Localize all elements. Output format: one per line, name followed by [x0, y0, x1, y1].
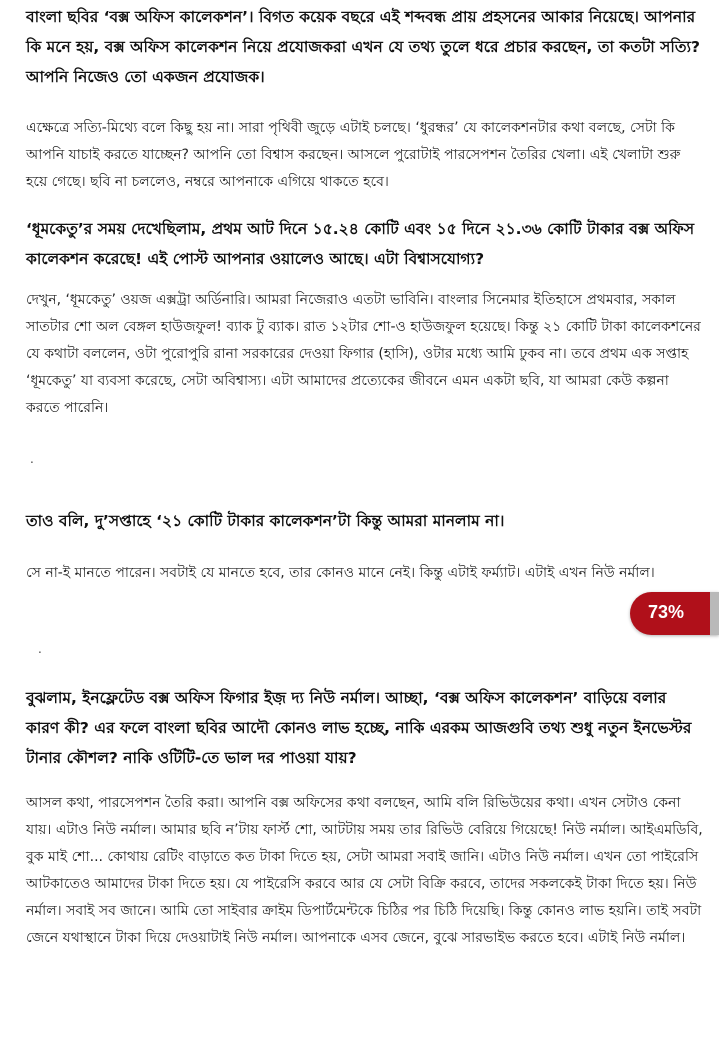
separator-dot: . — [38, 642, 42, 656]
interview-question-1: বাংলা ছবির ‘বক্স অফিস কালেকশন’। বিগত কয়েক বছরে এই শব্দবন্ধ প্রায় প্রহসনের আকার নিয়েছে। আপনার কি মনে হয়, বক্স অফিস কালেকশন নিয়ে প্রযোজকরা এখন যে তথ্য তুলে ধরে প্রচার করছেন, তা কতটা সত্যি? আপনি নিজেও তো একজন প্রযোজক। — [26, 8, 700, 86]
interview-question-3: তাও বলি, দু’সপ্তাহে ‘২১ কোটি টাকার কালেকশন’টা কিন্তু আমরা মানলাম না। — [26, 512, 505, 530]
scroll-tab[interactable] — [710, 592, 719, 635]
separator-dot: . — [30, 452, 34, 466]
interview-answer-3: সে না-ই মানতে পারেন। সবটাই যে মানতে হবে, তার কোনও মানে নেই। কিন্তু এটাই ফর্ম্যাট। এটাই এখন নিউ নর্মাল। — [26, 565, 655, 581]
interview-answer-2: দেখুন, ‘ধূমকেতু’ ওয়জ এক্সট্রা অর্ডিনারি। আমরা নিজেরাও এতটা ভাবিনি। বাংলার সিনেমার ইতিহাসে প্রথমবার, সকাল সাতটার শো অল বেঙ্গল হাউজফুল! ব্যাক টু ব্যাক। রাত ১২টার শো-ও হাউজফুল হয়েছে। কিন্তু ২১ কোটি টাকা কালেকশনের যে কথাটা বললেন, ওটা পুরোপুরি রানা সরকারের দেওয়া ফিগার (হাসি), ওটার মধ্যে আমি ঢুকব না। তবে প্রথম এক সপ্তাহ ‘ধূমকেতু’ যা ব্যবসা করেছে, সেটা অবিশ্বাস্য। এটা আমাদের প্রত্যেকের জীবনে এমন একটা ছবি, যা আমরা কেউ কল্পনা করতে পারেনি। — [26, 292, 701, 416]
reading-progress-label: 73% — [648, 602, 685, 622]
interview-question-4: বুঝলাম, ইনফ্লেটেড বক্স অফিস ফিগার ইজ় দ্য নিউ নর্মাল। আচ্ছা, ‘বক্স অফিস কালেকশন’ বাড়িয়ে বলার কারণ কী? এর ফলে বাংলা ছবির আদৌ কোনও লাভ হচ্ছে, নাকি এরকম আজগুবি তথ্য শুধু নতুন ইনভেস্টর টানার কৌশল? নাকি ওটিটি-তে ভাল দর পাওয়া যায়? — [26, 689, 692, 767]
interview-answer-1: এক্ষেত্রে সত্যি-মিথ্যে বলে কিছু হয় না। সারা পৃথিবী জুড়ে এটাই চলছে। ‘ধুরন্ধর’ যে কালেকশনটার কথা বলছে, সেটা কি আপনি যাচাই করতে যাচ্ছেন? আপনি তো বিশ্বাস করছেন। আসলে পুরোটাই পারসেপশন তৈরির খেলা। এই খেলাটা শুরু হয়ে গেছে। ছবি না চললেও, নম্বরে আপনাকে এগিয়ে থাকতে হবে। — [26, 120, 681, 190]
interview-answer-4: আসল কথা, পারসেপশন তৈরি করা। আপনি বক্স অফিসের কথা বলছেন, আমি বলি রিভিউয়ের কথা। এখন সেটাও কেনা যায়। এটাও নিউ নর্মাল। আমার ছবি ন’টায় ফার্স্ট শো, আটটায় সময় তার রিভিউ বেরিয়ে গিয়েছে! নিউ নর্মাল। আইএমডিবি, বুক মাই শো... কোথায় রেটিং বাড়াতে কত টাকা দিতে হয়, সেটা আমরা সবাই জানি। এটাও নিউ নর্মাল। এখন তো পাইরেসি আটকাতেও আমাদের টাকা দিতে হয়। যে পাইরেসি করবে আর যে সেটা বিক্রি করবে, তাদের সকলকেই টাকা দিতে হয়। নিউ নর্মাল। সবাই সব জানে। আমি তো সাইবার ক্রাইম ডিপার্টমেন্টকে চিঠির পর চিঠি দিয়েছি। কিন্তু কোনও লাভ হয়নি। তাই সবটা জেনে যথাস্থানে টাকা দিয়ে দেওয়াটাই নিউ নর্মাল। আপনাকে এসব জেনে, বুঝে সারভাইভ করতে হবে। এটাই নিউ নর্মাল। — [26, 795, 703, 946]
reading-progress-badge[interactable] — [630, 592, 719, 635]
interview-question-2: ‘ধূমকেতু’র সময় দেখেছিলাম, প্রথম আট দিনে ১৫.২৪ কোটি এবং ১৫ দিনে ২১.৩৬ কোটি টাকার বক্স অফিস কালেকশন করেছে! এই পোস্ট আপনার ওয়ালেও আছে। এটা বিশ্বাসযোগ্য? — [26, 220, 695, 268]
